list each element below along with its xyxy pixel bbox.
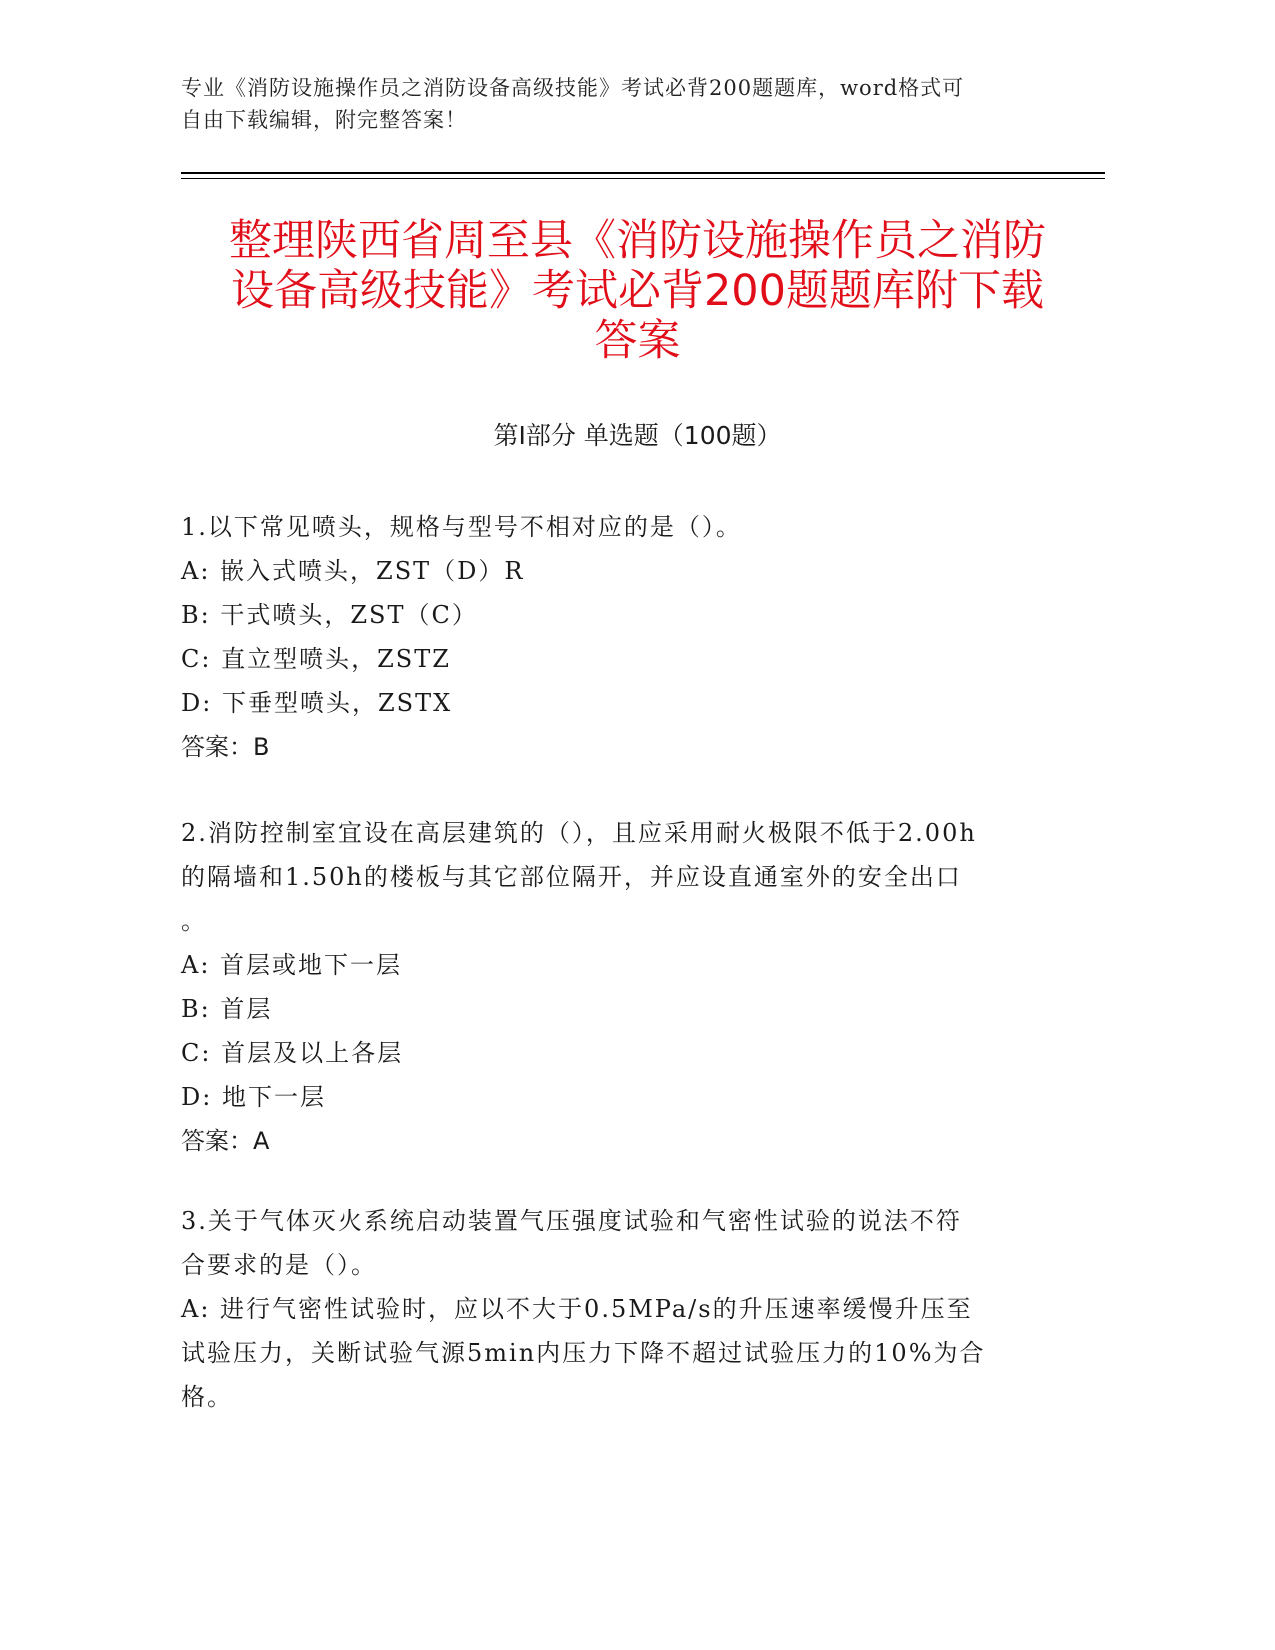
question-3	[181, 1199, 1061, 1419]
title-line-1: 整理陕西省周至县《消防设施操作员之消防	[229, 216, 1046, 266]
header-rule-thick	[181, 172, 1105, 174]
option-b: B: 首层	[181, 995, 273, 1023]
header-line-1: 专业《消防设施操作员之消防设备高级技能》考试必背200题题库，word格式可	[181, 76, 965, 100]
question-text: 1.以下常见喷头，规格与型号不相对应的是（）。	[181, 513, 742, 541]
title-line-2: 设备高级技能》考试必背200题题库附下载	[230, 266, 1045, 316]
option-c: C: 首层及以上各层	[181, 1039, 404, 1067]
header-line-2: 自由下载编辑，附完整答案！	[181, 108, 467, 132]
answer: 答案：A	[181, 1127, 270, 1155]
option-a: A: 嵌入式喷头，ZST（D）R	[181, 557, 525, 585]
question-text: 合要求的是（）。	[181, 1251, 377, 1279]
option-a: 试验压力，关断试验气源5min内压力下降不超过试验压力的10%为合	[181, 1339, 986, 1367]
question-text: 3.关于气体灭火系统启动装置气压强度试验和气密性试验的说法不符	[181, 1207, 962, 1235]
document-title	[140, 216, 1135, 366]
option-a: A: 进行气密性试验时，应以不大于0.5MPa/s的升压速率缓慢升压至	[181, 1295, 973, 1323]
question-1	[181, 505, 1061, 769]
option-d: D: 地下一层	[181, 1083, 326, 1111]
answer: 答案：B	[181, 733, 270, 761]
question-2	[181, 811, 1061, 1163]
option-c: C: 直立型喷头，ZSTZ	[181, 645, 451, 673]
question-text: 2.消防控制室宜设在高层建筑的（），且应采用耐火极限不低于2.00h	[181, 819, 977, 847]
option-a: A: 首层或地下一层	[181, 951, 403, 979]
option-a: 格。	[181, 1383, 233, 1411]
option-b: B: 干式喷头，ZST（C）	[181, 601, 478, 629]
document-header	[181, 72, 1041, 136]
question-text: 。	[181, 907, 207, 935]
section-heading: 第Ⅰ部分 单选题（100题）	[493, 421, 782, 450]
title-line-3: 答案	[594, 316, 681, 366]
option-d: D: 下垂型喷头，ZSTX	[181, 689, 453, 717]
header-rule-thin	[181, 178, 1105, 179]
question-text: 的隔墙和1.50h的楼板与其它部位隔开，并应设直通室外的安全出口	[181, 863, 962, 891]
